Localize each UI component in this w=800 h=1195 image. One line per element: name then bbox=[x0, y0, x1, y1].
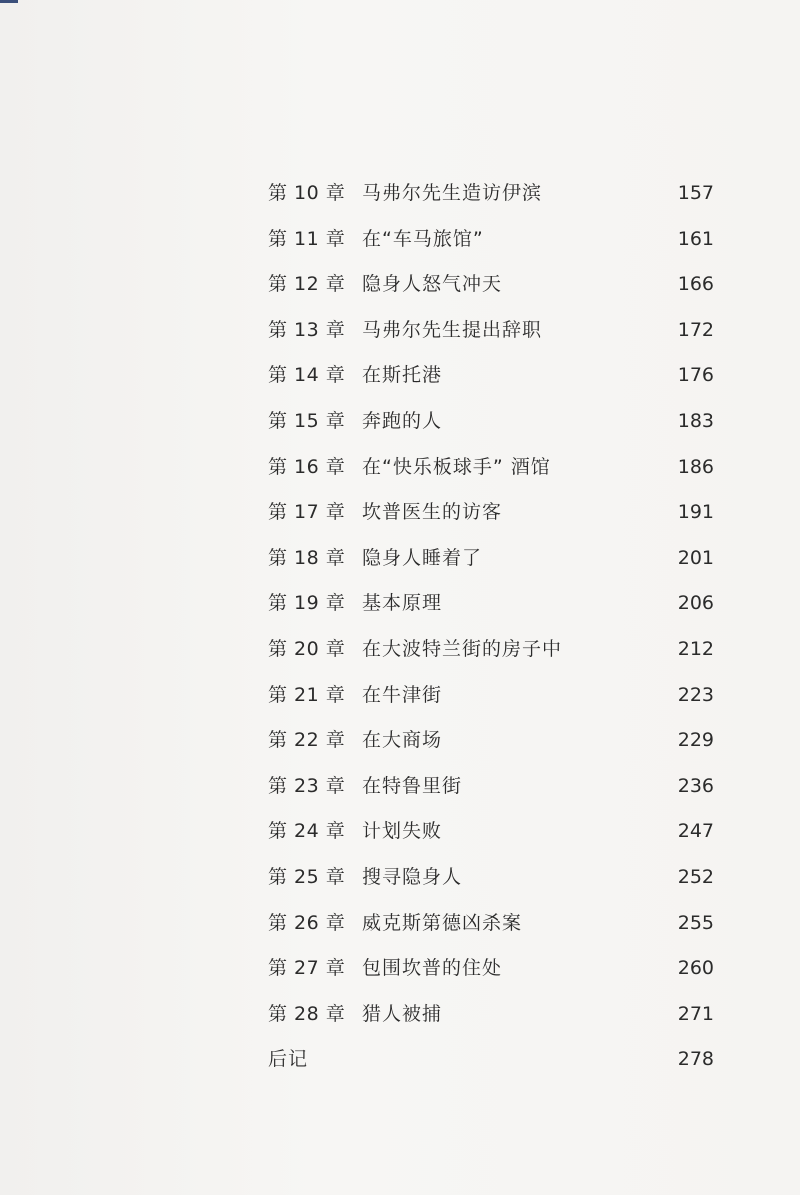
page-number: 183 bbox=[677, 410, 714, 432]
chapter-title: 在“车马旅馆” bbox=[362, 227, 484, 250]
page-number: 223 bbox=[677, 683, 714, 706]
chapter-title: 在“快乐板球手” 酒馆 bbox=[362, 455, 551, 478]
chapter-title: 威克斯第德凶杀案 bbox=[362, 911, 523, 934]
chapter-number: 第 23 章 bbox=[268, 774, 346, 797]
chapter-number: 第 14 章 bbox=[268, 364, 346, 387]
toc-entry bbox=[268, 178, 718, 208]
chapter-number: 第 10 章 bbox=[268, 182, 346, 204]
chapter-number: 第 17 章 bbox=[268, 501, 346, 524]
toc-entry bbox=[268, 588, 718, 618]
chapter-number: 第 19 章 bbox=[268, 592, 346, 615]
toc-entry bbox=[268, 543, 718, 573]
chapter-title: 马弗尔先生提出辞职 bbox=[362, 318, 543, 341]
page-number: 247 bbox=[677, 820, 714, 843]
page-number: 252 bbox=[677, 866, 714, 888]
chapter-number: 第 25 章 bbox=[268, 866, 346, 888]
page-number: 229 bbox=[677, 729, 714, 752]
chapter-title: 隐身人睡着了 bbox=[362, 546, 483, 569]
toc-entry bbox=[268, 816, 718, 846]
page-number: 176 bbox=[677, 364, 714, 387]
page-number: 260 bbox=[677, 957, 714, 980]
chapter-number: 第 27 章 bbox=[268, 957, 346, 980]
page-number: 161 bbox=[677, 227, 714, 250]
chapter-title: 基本原理 bbox=[362, 592, 443, 615]
chapter-title: 猎人被捕 bbox=[362, 1002, 443, 1025]
chapter-title: 坎普医生的访客 bbox=[362, 501, 503, 524]
page-number: 255 bbox=[677, 911, 714, 934]
toc-entry bbox=[268, 269, 718, 299]
page-number: 166 bbox=[677, 273, 714, 296]
toc-entry bbox=[268, 452, 718, 482]
chapter-title: 隐身人怒气冲天 bbox=[362, 273, 503, 296]
toc-entry-afterword bbox=[268, 1044, 718, 1074]
chapter-number: 第 12 章 bbox=[268, 273, 346, 296]
chapter-number: 第 24 章 bbox=[268, 820, 346, 843]
afterword-page-number: 278 bbox=[677, 1048, 714, 1071]
page-number: 157 bbox=[677, 182, 714, 204]
chapter-title: 在大波特兰街的房子中 bbox=[362, 638, 563, 660]
toc-entry bbox=[268, 406, 718, 436]
chapter-number: 第 20 章 bbox=[268, 638, 346, 660]
toc-entry bbox=[268, 360, 718, 390]
toc-entry bbox=[268, 953, 718, 983]
chapter-title: 计划失败 bbox=[362, 820, 443, 843]
chapter-title: 在大商场 bbox=[362, 729, 443, 752]
chapter-number: 第 13 章 bbox=[268, 318, 346, 341]
chapter-number: 第 16 章 bbox=[268, 455, 346, 478]
page-number: 271 bbox=[677, 1002, 714, 1025]
page-number: 236 bbox=[677, 774, 714, 797]
afterword-title: 后记 bbox=[268, 1048, 309, 1071]
chapter-number: 第 28 章 bbox=[268, 1002, 346, 1025]
chapter-title: 马弗尔先生造访伊滨 bbox=[362, 182, 543, 204]
page-number: 201 bbox=[677, 546, 714, 569]
chapter-title: 在特鲁里街 bbox=[362, 774, 463, 797]
chapter-number: 第 18 章 bbox=[268, 546, 346, 569]
toc-entry bbox=[268, 908, 718, 938]
page-number: 186 bbox=[677, 455, 714, 478]
toc-entry bbox=[268, 999, 718, 1029]
chapter-title: 奔跑的人 bbox=[362, 410, 443, 432]
page-number: 212 bbox=[677, 638, 714, 660]
toc-entry bbox=[268, 680, 718, 710]
toc-entry bbox=[268, 862, 718, 892]
chapter-title: 包围坎普的住处 bbox=[362, 957, 503, 980]
toc-entry bbox=[268, 771, 718, 801]
toc-entry bbox=[268, 634, 718, 664]
chapter-title: 搜寻隐身人 bbox=[362, 866, 463, 888]
toc-entry bbox=[268, 315, 718, 345]
chapter-number: 第 15 章 bbox=[268, 410, 346, 432]
toc-entry bbox=[268, 725, 718, 755]
page-number: 206 bbox=[677, 592, 714, 615]
chapter-number: 第 21 章 bbox=[268, 683, 346, 706]
chapter-number: 第 26 章 bbox=[268, 911, 346, 934]
page-number: 191 bbox=[677, 501, 714, 524]
toc-entry bbox=[268, 497, 718, 527]
toc-entry bbox=[268, 224, 718, 254]
chapter-number: 第 11 章 bbox=[268, 227, 346, 250]
chapter-title: 在斯托港 bbox=[362, 364, 443, 387]
page-number: 172 bbox=[677, 318, 714, 341]
chapter-title: 在牛津街 bbox=[362, 683, 443, 706]
chapter-number: 第 22 章 bbox=[268, 729, 346, 752]
